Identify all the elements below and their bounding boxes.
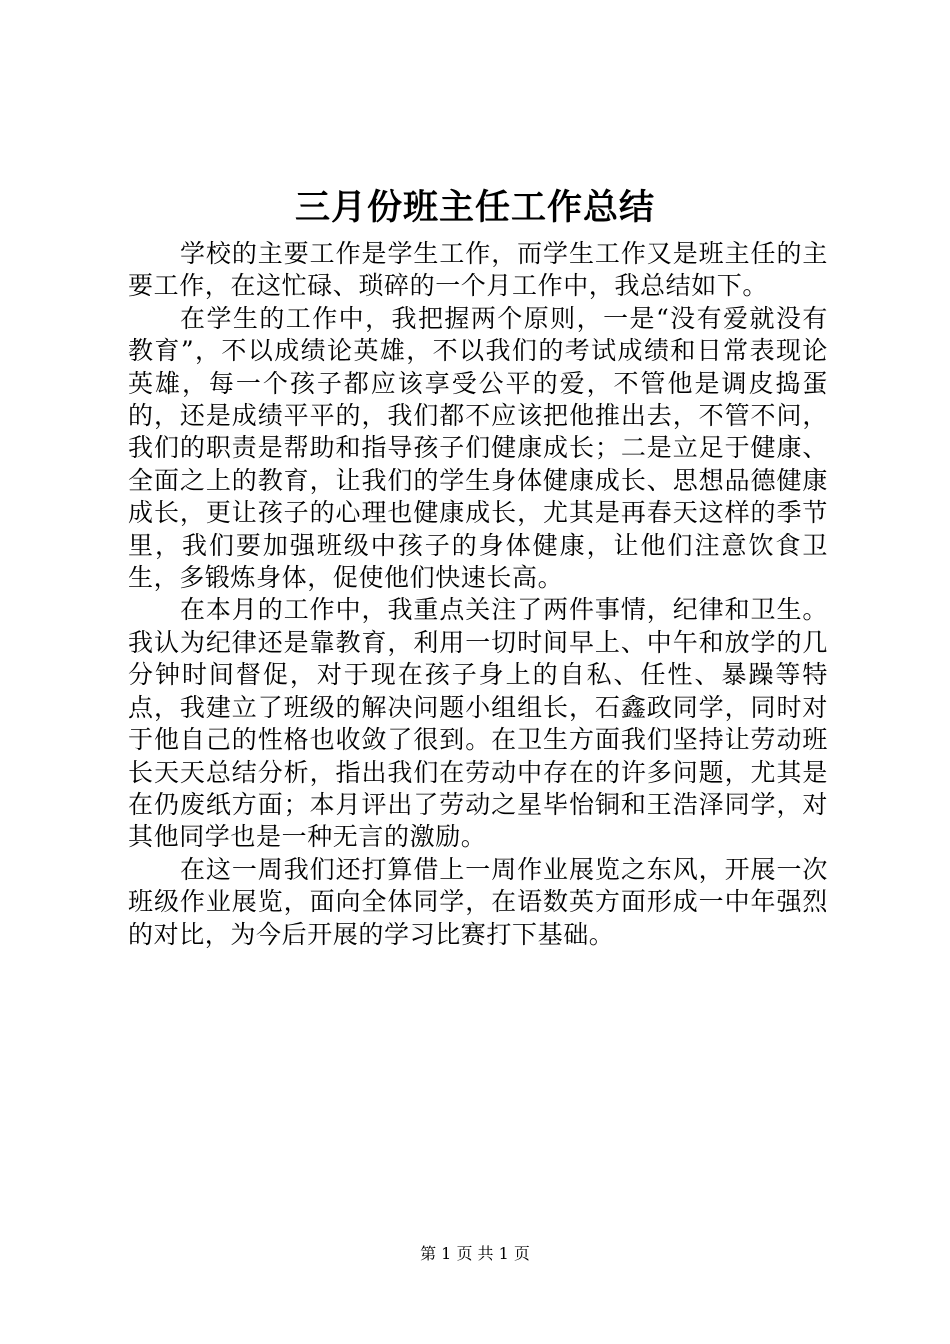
paragraph-4: 在这一周我们还打算借上一周作业展览之东风，开展一次班级作业展览，面向全体同学，在语数英方面形成一中年强烈的对比，为今后开展的学习比赛打下基础。 — [128, 854, 828, 949]
paragraph-3: 在本月的工作中，我重点关注了两件事情，纪律和卫生。我认为纪律还是靠教育，利用一切时间早上、中午和放学的几分钟时间督促，对于现在孩子身上的自私、任性、暴躁等特点，我建立了班级的解决问题小组组长，石鑫政同学，同时对于他自己的性格也收敛了很到。在卫生方面我们坚持让劳动班长天天总结分析，指出我们在劳动中存在的许多问题，尤其是在仍废纸方面；本月评出了劳动之星毕怡铜和王浩泽同学，对其他同学也是一种无言的激励。 — [128, 595, 828, 852]
paragraph-1: 学校的主要工作是学生工作，而学生工作又是班主任的主要工作，在这忙碌、琐碎的一个月工作中，我总结如下。 — [128, 239, 828, 301]
paragraph-2: 在学生的工作中，我把握两个原则，一是“没有爱就没有教育”，不以成绩论英雄，不以我们的考试成绩和日常表现论英雄，每一个孩子都应该享受公平的爱，不管他是调皮捣蛋的，还是成绩平平的，我们都不应该把他推出去，不管不问，我们的职责是帮助和指导孩子们健康成长；二是立足于健康、全面之上的教育，让我们的学生身体健康成长、思想品德健康成长，更让孩子的心理也健康成长，尤其是再春天这样的季节里，我们要加强班级中孩子的身体健康，让他们注意饮食卫生，多锻炼身体，促使他们快速长高。 — [128, 303, 828, 593]
document-title: 三月份班主任工作总结 — [294, 187, 655, 228]
document-body — [128, 238, 828, 951]
page-footer: 第 1 页 共 1 页 — [420, 1244, 530, 1263]
